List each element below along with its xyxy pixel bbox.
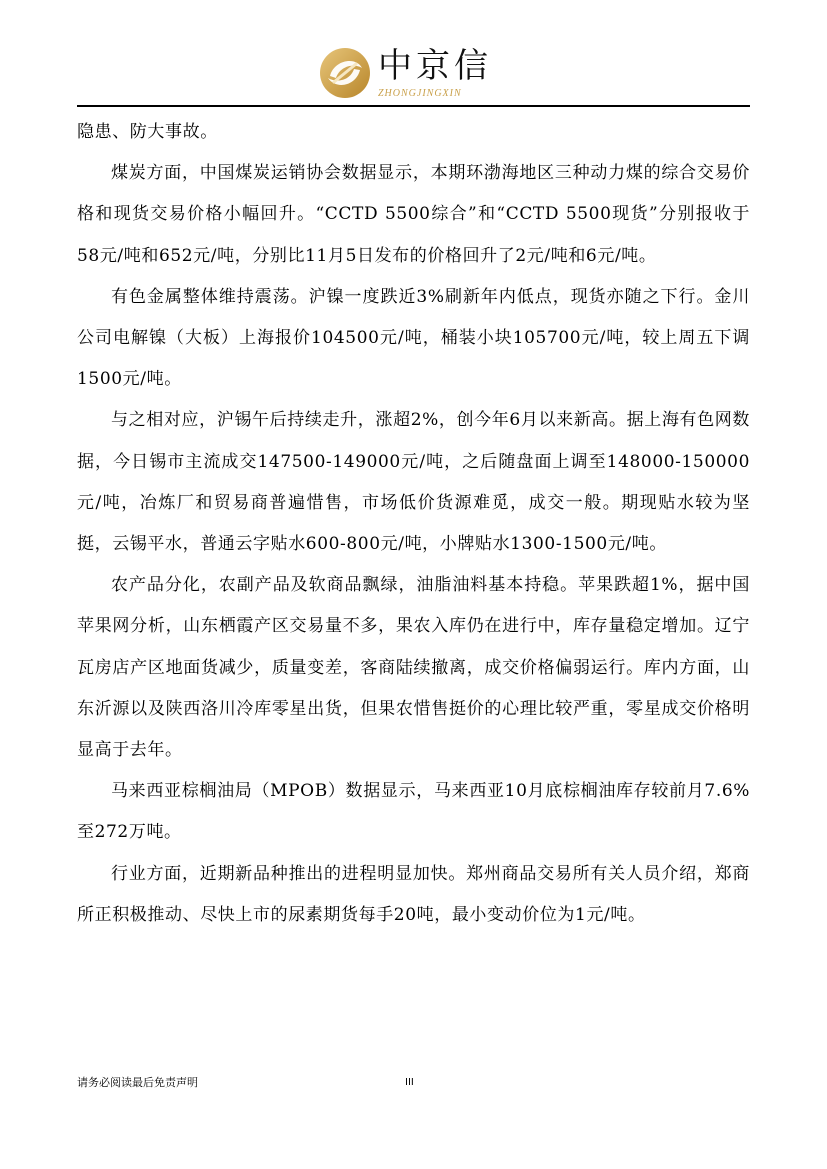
paragraph-industry: 行业方面，近期新品种推出的进程明显加快。郑州商品交易所有关人员介绍，郑商所正积极推动、尽快上市的尿素期货每手20吨，最小变动价位为1元/吨。 [77, 863, 750, 925]
brand-name-cn: 中京信 [378, 46, 492, 86]
body-text [77, 112, 750, 936]
paragraph-agriculture: 农产品分化，农副产品及软商品飘绿，油脂油料基本持稳。苹果跌超1%，据中国苹果网分析，山东栖霞产区交易量不多，果农入库仍在进行中，库存量稳定增加。辽宁瓦房店产区地面货减少，质量变差，客商陆续撤离，成交价格偏弱运行。库内方面，山东沂源以及陕西洛川冷库零星出货，但果农惜售挺价的心理比较严重，零星成交价格明显高于去年。 [77, 575, 750, 761]
paragraph-coal: 煤炭方面，中国煤炭运销协会数据显示，本期环渤海地区三种动力煤的综合交易价格和现货交易价格小幅回升。“CCTD 5500综合”和“CCTD 5500现货”分别报收于58元/吨和652元/吨，分别比11月5日发布的价格回升了2元/吨和6元/吨。 [77, 163, 750, 266]
header-divider [77, 105, 750, 107]
paragraph-nonferrous-metals: 有色金属整体维持震荡。沪镍一度跌近3%刷新年内低点，现货亦随之下行。金川公司电解镍（大板）上海报价104500元/吨，桶装小块105700元/吨，较上周五下调1500元/吨。 [77, 286, 750, 390]
brand-name-en: ZHONGJINGXIN [378, 88, 462, 99]
paragraph-palm-oil: 马来西亚棕榈油局（MPOB）数据显示，马来西亚10月底棕榈油库存较前月7.6%至272万吨。 [77, 781, 750, 843]
disclaimer-note: 请务必阅读最后免责声明 [77, 1076, 198, 1089]
page-header [0, 0, 827, 108]
swirl-logo-icon [318, 46, 372, 100]
paragraph-tin: 与之相对应，沪锡午后持续走升，涨超2%，创今年6月以来新高。据上海有色网数据，今日锡市主流成交147500-149000元/吨，之后随盘面上调至148000-150000元/吨，冶炼厂和贸易商普遍惜售，市场低价货源难觅，成交一般。期现贴水较为坚挺，云锡平水，普通云字贴水600-800元/吨，小牌贴水1300-1500元/吨。 [77, 410, 750, 555]
page-number: III [405, 1077, 414, 1088]
paragraph-continued: 隐患、防大事故。 [77, 122, 218, 142]
